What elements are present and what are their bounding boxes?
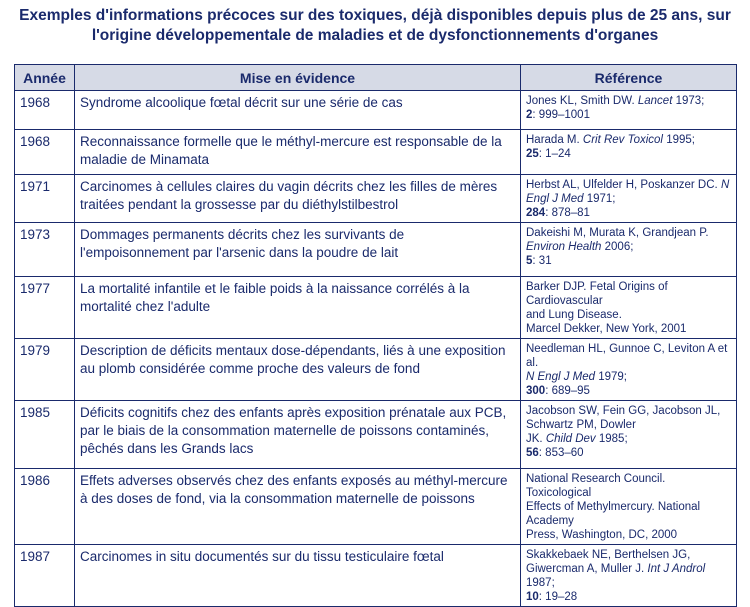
cell-reference	[521, 223, 737, 277]
reference-line	[526, 562, 732, 590]
cell-evidence	[75, 91, 521, 130]
journal-name: Environ Health	[526, 241, 602, 253]
reference-line	[526, 254, 732, 268]
cell-evidence	[75, 175, 521, 223]
reference-text: JK.	[526, 433, 546, 445]
table-row	[15, 469, 737, 545]
journal-name: Child Dev	[545, 433, 596, 445]
reference-text: National Research Council. Toxicological	[526, 473, 666, 499]
reference-text: Needleman HL, Gunnoe C, Leviton A et al.	[526, 343, 728, 369]
cell-year: 1971	[15, 175, 75, 223]
table-row	[15, 130, 737, 175]
evidence-line: Déficits cognitifs chez des enfants après exposition prénatale aux PCB,	[80, 405, 507, 420]
evidence-line: Carcinomes à cellules claires du vagin décrits chez les filles de mères	[80, 179, 498, 194]
journal-name: Int J Androl	[647, 563, 706, 575]
header-reference: Référence	[521, 65, 737, 91]
reference-line	[526, 133, 732, 147]
page-title	[0, 6, 750, 46]
journal-name: Engl J Med	[526, 193, 584, 205]
cell-reference	[521, 401, 737, 469]
reference-text: Jones KL, Smith DW.	[526, 95, 638, 107]
table-header-row	[15, 65, 737, 91]
reference-line	[526, 418, 732, 432]
journal-name: N Engl J Med	[526, 371, 596, 383]
table-body	[15, 91, 737, 607]
cell-year: 1977	[15, 277, 75, 339]
reference-text: : 689–95	[545, 385, 590, 397]
cell-year: 1973	[15, 223, 75, 277]
evidence-line: Dommages permanents décrits chez les survivants de	[80, 227, 405, 242]
cell-evidence	[75, 130, 521, 175]
cell-year: 1985	[15, 401, 75, 469]
volume-number: 2	[526, 109, 533, 121]
reference-text: Marcel Dekker, New York, 2001	[526, 323, 687, 335]
reference-line	[526, 590, 732, 604]
table-row	[15, 223, 737, 277]
reference-text: Dakeishi M, Murata K, Grandjean P.	[526, 227, 709, 239]
journal-name: Crit Rev Toxicol	[582, 134, 663, 146]
reference-text: Jacobson SW, Fein GG, Jacobson JL,	[526, 405, 721, 417]
reference-text: Barker DJP. Fetal Origins of Cardiovascular	[526, 281, 668, 307]
journal-name: Lancet	[637, 95, 673, 107]
reference-line	[526, 147, 732, 161]
cell-evidence	[75, 277, 521, 339]
table-row	[15, 91, 737, 130]
reference-line	[526, 472, 732, 500]
reference-line	[526, 446, 732, 460]
header-evidence: Mise en évidence	[75, 65, 521, 91]
evidence-line: pêchés dans les Grands lacs	[80, 441, 254, 456]
journal-name: N	[720, 179, 730, 191]
reference-line	[526, 528, 732, 542]
cell-year: 1986	[15, 469, 75, 545]
reference-text: 1979;	[595, 371, 628, 383]
table-row	[15, 545, 737, 607]
reference-text: Schwartz PM, Dowler	[526, 419, 636, 431]
reference-line	[526, 404, 732, 418]
table-row	[15, 339, 737, 401]
reference-line	[526, 192, 732, 206]
reference-text: Herbst AL, Ulfelder H, Poskanzer DC.	[526, 179, 721, 191]
cell-year: 1987	[15, 545, 75, 607]
evidence-line: Reconnaissance formelle que le méthyl-mercure est responsable de la	[80, 134, 502, 149]
cell-year: 1968	[15, 91, 75, 130]
table-row	[15, 401, 737, 469]
reference-text: : 878–81	[545, 207, 590, 219]
evidence-line: maladie de Minamata	[80, 152, 210, 167]
reference-line	[526, 548, 732, 562]
evidence-line: par le biais de la consommation maternelle de poissons contaminés,	[80, 423, 489, 438]
evidence-line: Carcinomes in situ documentés sur du tissu testiculaire fœtal	[80, 549, 444, 564]
reference-text: 1985;	[595, 433, 628, 445]
reference-text: Giwercman A, Muller J.	[526, 563, 648, 575]
header-year: Année	[15, 65, 75, 91]
cell-reference	[521, 130, 737, 175]
cell-evidence	[75, 545, 521, 607]
table-row	[15, 277, 737, 339]
evidence-line: Description de déficits mentaux dose-dépendants, liés à une exposition	[80, 343, 506, 358]
cell-reference	[521, 277, 737, 339]
cell-reference	[521, 469, 737, 545]
evidence-line: l'empoisonnement par l'arsenic dans la poudre de lait	[80, 245, 399, 260]
reference-text: 2006;	[601, 241, 634, 253]
reference-line	[526, 432, 732, 446]
cell-reference	[521, 175, 737, 223]
evidence-line: au plomb considérée comme proche des valeurs de fond	[80, 361, 420, 376]
table-row	[15, 175, 737, 223]
cell-reference	[521, 91, 737, 130]
reference-line	[526, 206, 732, 220]
cell-evidence	[75, 223, 521, 277]
cell-year: 1979	[15, 339, 75, 401]
evidence-line: Effets adverses observés chez des enfants exposés au méthyl-mercure	[80, 473, 508, 488]
reference-line	[526, 240, 732, 254]
reference-line	[526, 308, 732, 322]
reference-text: and Lung Disease.	[526, 309, 622, 321]
cell-evidence	[75, 401, 521, 469]
reference-text: 1973;	[672, 95, 705, 107]
reference-line	[526, 226, 732, 240]
cell-reference	[521, 339, 737, 401]
reference-line	[526, 94, 732, 108]
volume-number: 300	[526, 385, 546, 397]
title-line-1: Exemples d'informations précoces sur des toxiques, déjà disponibles depuis plus de 25 ans, sur	[19, 7, 731, 24]
evidence-line: mortalité chez l'adulte	[80, 299, 211, 314]
evidence-line: Syndrome alcoolique fœtal décrit sur une série de cas	[80, 95, 403, 110]
reference-line	[526, 342, 732, 370]
reference-text: Press, Washington, DC, 2000	[526, 529, 678, 541]
cell-year: 1968	[15, 130, 75, 175]
reference-text: : 19–28	[538, 591, 578, 603]
reference-line	[526, 108, 732, 122]
reference-text: 1987;	[526, 577, 555, 589]
reference-text: Skakkebaek NE, Berthelsen JG,	[526, 549, 691, 561]
reference-text: : 1–24	[538, 148, 571, 160]
reference-line	[526, 280, 732, 308]
reference-text: 1971;	[583, 193, 616, 205]
reference-line	[526, 322, 732, 336]
reference-text: Harada M.	[526, 134, 583, 146]
reference-line	[526, 500, 732, 528]
volume-number: 56	[526, 447, 539, 459]
reference-line	[526, 370, 732, 384]
reference-text: Effects of Methylmercury. National Academy	[526, 501, 701, 527]
volume-number: 5	[526, 255, 533, 267]
reference-text: 1995;	[663, 134, 695, 146]
cell-evidence	[75, 339, 521, 401]
evidence-table	[14, 64, 737, 607]
reference-line	[526, 178, 732, 192]
volume-number: 10	[526, 591, 539, 603]
reference-text: : 853–60	[538, 447, 584, 459]
volume-number: 25	[526, 148, 539, 160]
reference-text: : 31	[532, 255, 552, 267]
cell-evidence	[75, 469, 521, 545]
title-line-2: l'origine développementale de maladies et de dysfonctionnements d'organes	[91, 27, 659, 44]
evidence-line: à des doses de fond, via la consommation maternelle de poissons	[80, 491, 475, 506]
evidence-line: La mortalité infantile et le faible poids à la naissance corrélés à la	[80, 281, 470, 296]
reference-line	[526, 384, 732, 398]
reference-text: : 999–1001	[532, 109, 590, 121]
cell-reference	[521, 545, 737, 607]
volume-number: 284	[526, 207, 546, 219]
evidence-line: traitées pendant la grossesse par du diéthylstilbestrol	[80, 197, 399, 212]
